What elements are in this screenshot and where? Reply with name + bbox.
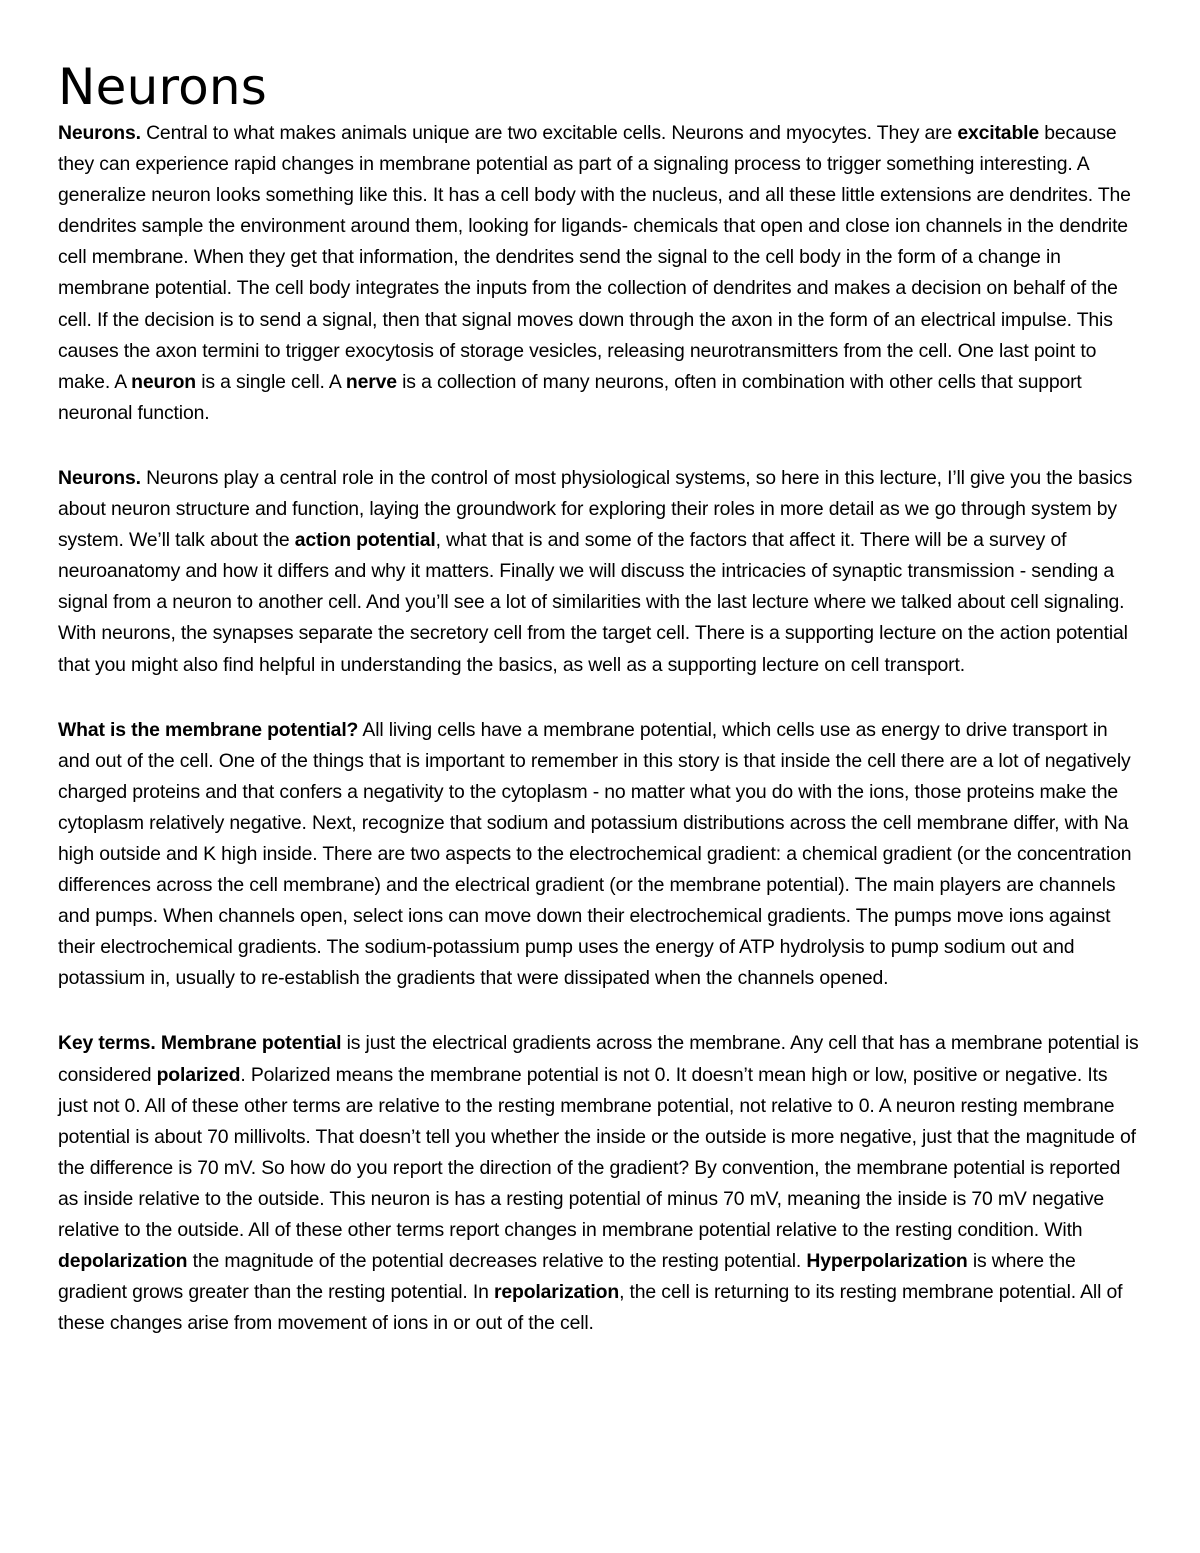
run-text: , the cell is returning to its resting membrane potential. All of these changes arise from movement of ions in or out of the cell. bbox=[58, 1281, 1123, 1335]
run-bold: polarized bbox=[156, 1063, 241, 1086]
run-bold: depolarization bbox=[58, 1250, 188, 1273]
run-bold: Key terms. Membrane potential bbox=[58, 1032, 342, 1055]
paragraph-membrane-potential bbox=[58, 715, 1142, 995]
run-bold: excitable bbox=[957, 122, 1040, 144]
run-bold: repolarization bbox=[494, 1281, 620, 1304]
run-bold: nerve bbox=[345, 370, 397, 393]
run-bold: action potential bbox=[294, 529, 436, 552]
run-text: is just the electrical gradients across the membrane. Any cell that has a membrane potential is considered bbox=[58, 1032, 1139, 1086]
run-bold: neuron bbox=[131, 370, 196, 393]
run-text: . Polarized means the membrane potential is not 0. It doesn’t mean high or low, positive or negative. Its just not 0. All of these other terms are relative to the resting membrane potential, not relative to 0. A neuron resting membrane potential is about 70 millivolts. That doesn’t tell you whether the inside or the outside is more negative, just that the magnitude of the difference is 70 mV. So how do you report the direction of the gradient? By convention, the membrane potential is reported as inside relative to the outside. This neuron is has a resting potential of minus 70 mV, meaning the inside is 70 mV negative relative to the outside. All of these other terms report changes in membrane potential relative to the resting condition. With bbox=[58, 1063, 1136, 1241]
run-text: the magnitude of the potential decreases relative to the resting potential. bbox=[187, 1250, 807, 1273]
run-text: is a single cell. A bbox=[195, 370, 346, 393]
run-text: Neurons play a central role in the control of most physiological systems, so here in this lecture, I’ll give you the basics about neuron structure and function, laying the groundwork for exploring their roles in more detail as we go through system by system. We’ll talk about the bbox=[58, 466, 1133, 552]
paragraph-key-terms bbox=[58, 1028, 1142, 1339]
run-text: All living cells have a membrane potential, which cells use as energy to drive transport in and out of the cell. One of the things that is important to remember in this story is that inside the cell there are a lot of negatively charged proteins and that confers a negativity to the cytoplasm - no matter what you do with the ions, those proteins make the cytoplasm relatively negative. Next, recognize that sodium and potassium distributions across the cell membrane differ, with Na high outside and K high inside. There are two aspects to the electrochemical gradient: a chemical gradient (or the concentration differences across the cell membrane) and the electrical gradient (or the membrane potential). The main players are channels and pumps. When channels open, select ions can move down their electrochemical gradients. The pumps move ions against their electrochemical gradients. The sodium-potassium pump uses the energy of ATP hydrolysis to pump sodium out and potassium in, usually to re-establish the gradients that were dissipated when the channels opened. bbox=[58, 718, 1132, 990]
run-text: Central to what makes animals unique are two excitable cells. Neurons and myocytes. They are bbox=[140, 122, 958, 144]
document-title: Neurons bbox=[58, 58, 268, 116]
run-bold: What is the membrane potential? bbox=[58, 718, 359, 741]
run-bold: Neurons. bbox=[58, 466, 141, 489]
run-text: , what that is and some of the factors that affect it. There will be a survey of neuroanatomy and how it differs and why it matters. Finally we will discuss the intricacies of synaptic transmission - sending a signal from a neuron to another cell. And you’ll see a lot of similarities with the last lecture where we talked about cell signaling. With neurons, the synapses separate the secretory cell from the target cell. There is a supporting lecture on the action potential that you might also find helpful in understanding the basics, as well as a supporting lecture on cell transport. bbox=[58, 529, 1128, 676]
run-text: is a collection of many neurons, often in combination with other cells that support neuronal function. bbox=[58, 370, 1082, 424]
run-bold: Neurons. bbox=[58, 122, 141, 144]
document-page bbox=[58, 56, 1142, 1339]
paragraph-neurons-intro bbox=[58, 118, 1142, 429]
run-bold: Hyperpolarization bbox=[806, 1250, 968, 1273]
paragraph-neurons-overview bbox=[58, 463, 1142, 681]
run-text: is where the gradient grows greater than the resting potential. In bbox=[58, 1250, 1076, 1304]
run-text: because they can experience rapid changes in membrane potential as part of a signaling process to trigger something interesting. A generalize neuron looks something like this. It has a cell body with the nucleus, and all these little extensions are dendrites. The dendrites sample the environment around them, looking for ligands- chemicals that open and close ion channels in the dendrite cell membrane. When they get that information, the dendrites send the signal to the cell body in the form of a change in membrane potential. The cell body integrates the inputs from the collection of dendrites and makes a decision on behalf of the cell. If the decision is to send a signal, then that signal moves down through the axon in the form of an electrical impulse. This causes the axon termini to trigger exocytosis of storage vesicles, releasing neurotransmitters from the cell. One last point to make. A bbox=[58, 122, 1131, 393]
